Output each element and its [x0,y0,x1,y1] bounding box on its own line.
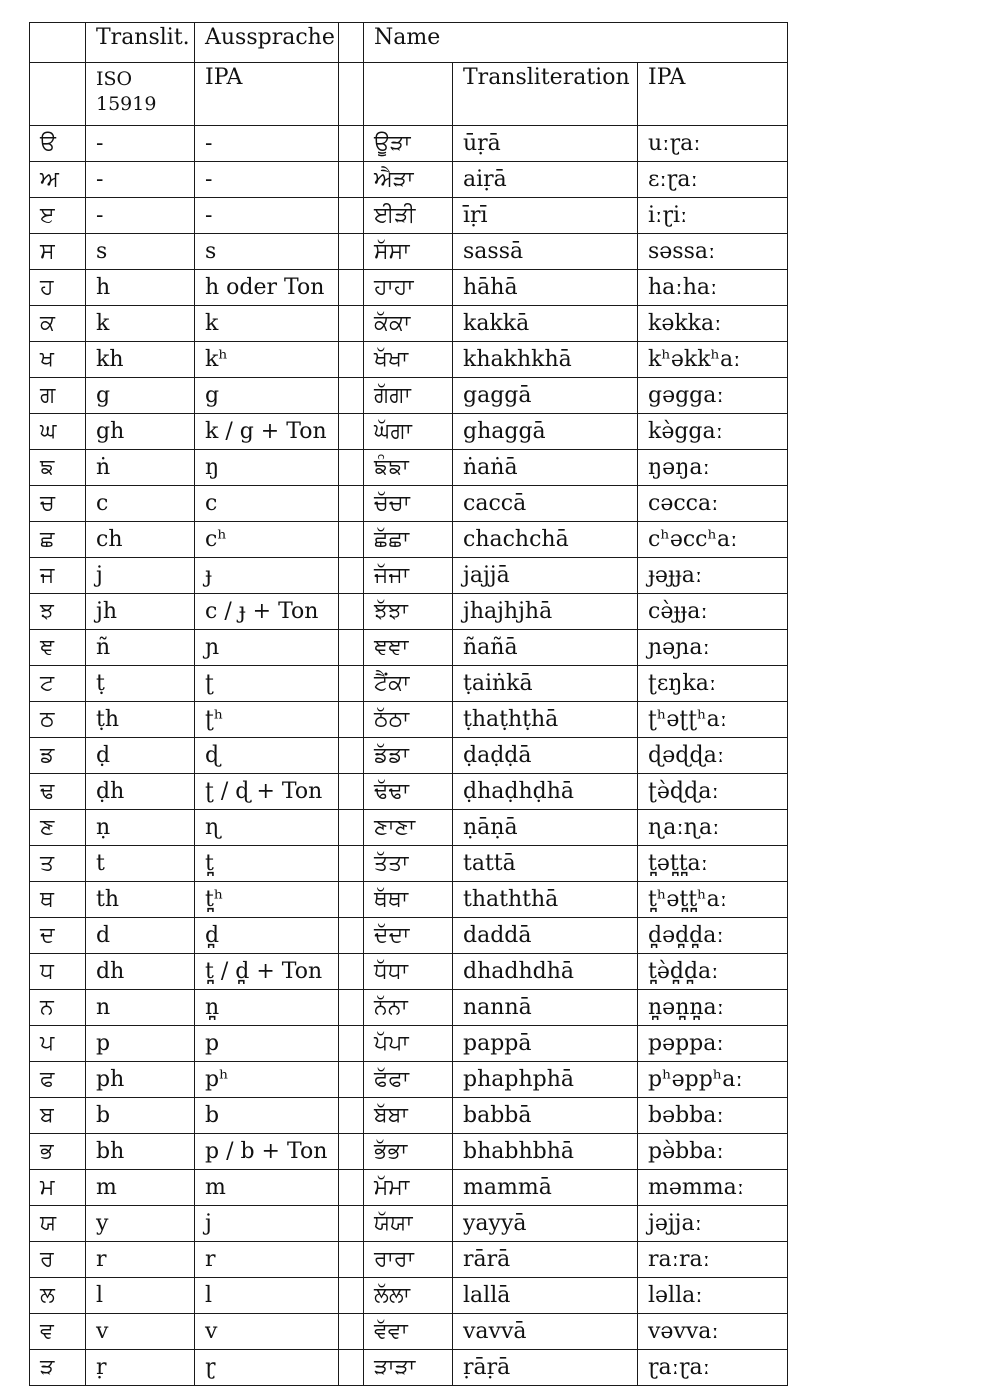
ipa-cell: r [195,1242,339,1278]
table-row [30,1206,788,1242]
header-row-2 [30,63,788,126]
name-ipa-cell: iːɽiː [638,198,788,234]
name-translit-cell: jhajhjhā [453,594,638,630]
translit-cell: ḍ [86,738,195,774]
translit-cell: l [86,1278,195,1314]
ipa-cell: - [195,162,339,198]
ipa-cell: - [195,198,339,234]
ipa-cell: ɖ [195,738,339,774]
name-ipa-cell: uːɽaː [638,126,788,162]
table-row [30,1062,788,1098]
letter-cell: ਭ [30,1134,86,1170]
name-translit-cell: daddā [453,918,638,954]
ipa-cell: b [195,1098,339,1134]
gap-cell [339,594,364,630]
gap-cell [339,162,364,198]
name-ipa-cell: d̪əd̪d̪aː [638,918,788,954]
gap-cell [339,126,364,162]
gap-cell [339,1314,364,1350]
table-row [30,306,788,342]
table-row [30,378,788,414]
translit-cell: jh [86,594,195,630]
translit-cell: gh [86,414,195,450]
ipa-cell: ɳ [195,810,339,846]
name-gurmukhi-cell: ਞਞਾ [364,630,453,666]
gap-cell [339,234,364,270]
name-translit-cell: phaphphā [453,1062,638,1098]
letter-cell: ਦ [30,918,86,954]
gap-cell [339,342,364,378]
name-gurmukhi-cell: ਤੱਤਾ [364,846,453,882]
gap-cell [339,1278,364,1314]
translit-cell: - [86,162,195,198]
translit-cell: - [86,126,195,162]
header-blank-gap [339,23,364,63]
name-gurmukhi-cell: ਢੱਢਾ [364,774,453,810]
gap-cell [339,1206,364,1242]
subheader-ipa: IPA [195,63,339,126]
name-gurmukhi-cell: ਰਾਰਾ [364,1242,453,1278]
letter-cell: ਧ [30,954,86,990]
name-translit-cell: chachchā [453,522,638,558]
gap-cell [339,954,364,990]
ipa-cell: t̪ / d̪ + Ton [195,954,339,990]
letter-cell: ਖ [30,342,86,378]
letter-cell: ਸ [30,234,86,270]
ipa-cell: ʈʰ [195,702,339,738]
name-translit-cell: sassā [453,234,638,270]
table-row [30,810,788,846]
table-row [30,162,788,198]
ipa-cell: l [195,1278,339,1314]
translit-cell: dh [86,954,195,990]
name-gurmukhi-cell: ਦੱਦਾ [364,918,453,954]
letter-cell: ਗ [30,378,86,414]
name-ipa-cell: cʰəccʰaː [638,522,788,558]
letter-cell: ਮ [30,1170,86,1206]
name-ipa-cell: vəvvaː [638,1314,788,1350]
name-gurmukhi-cell: ਕੱਕਾ [364,306,453,342]
letter-cell: ਘ [30,414,86,450]
translit-cell: c [86,486,195,522]
ipa-cell: k / g + Ton [195,414,339,450]
table-row [30,342,788,378]
table-row [30,1134,788,1170]
name-translit-cell: īṛī [453,198,638,234]
name-ipa-cell: ɳaːɳaː [638,810,788,846]
header-row-1 [30,23,788,63]
letter-cell: ਞ [30,630,86,666]
gurmukhi-alphabet-table [29,22,788,1386]
translit-cell: v [86,1314,195,1350]
name-translit-cell: tattā [453,846,638,882]
name-translit-cell: ghaggā [453,414,638,450]
name-translit-cell: ūṛā [453,126,638,162]
name-translit-cell: lallā [453,1278,638,1314]
name-translit-cell: caccā [453,486,638,522]
name-gurmukhi-cell: ਐੜਾ [364,162,453,198]
gap-cell [339,1134,364,1170]
name-gurmukhi-cell: ਗੱਗਾ [364,378,453,414]
ipa-cell: g [195,378,339,414]
header-name: Name [364,23,788,63]
translit-cell: ṭ [86,666,195,702]
translit-cell: ṛ [86,1350,195,1386]
name-translit-cell: jajjā [453,558,638,594]
name-gurmukhi-cell: ਈੜੀ [364,198,453,234]
ipa-cell: m [195,1170,339,1206]
name-translit-cell: yayyā [453,1206,638,1242]
name-translit-cell: ṇāṇā [453,810,638,846]
name-translit-cell: ṭaiṅkā [453,666,638,702]
name-ipa-cell: n̪ən̪n̪aː [638,990,788,1026]
name-translit-cell: pappā [453,1026,638,1062]
gap-cell [339,378,364,414]
subheader-blank-gap [339,63,364,126]
name-gurmukhi-cell: ਜੱਜਾ [364,558,453,594]
translit-cell: s [86,234,195,270]
translit-cell: p [86,1026,195,1062]
table-row [30,954,788,990]
name-ipa-cell: ɖəɖɖaː [638,738,788,774]
letter-cell: ਬ [30,1098,86,1134]
table-row [30,1170,788,1206]
name-ipa-cell: ʈɛŋkaː [638,666,788,702]
letter-cell: ਛ [30,522,86,558]
name-ipa-cell: ləllaː [638,1278,788,1314]
translit-cell: d [86,918,195,954]
letter-cell: ਝ [30,594,86,630]
name-gurmukhi-cell: ਝੱਝਾ [364,594,453,630]
translit-cell: ch [86,522,195,558]
letter-cell: ਙ [30,450,86,486]
translit-cell: bh [86,1134,195,1170]
name-translit-cell: ṛāṛā [453,1350,638,1386]
name-translit-cell: aiṛā [453,162,638,198]
name-ipa-cell: ʈə̀ɖɖaː [638,774,788,810]
name-translit-cell: rārā [453,1242,638,1278]
subheader-name-ipa: IPA [638,63,788,126]
table-row [30,198,788,234]
translit-cell: ḍh [86,774,195,810]
gap-cell [339,1242,364,1278]
table-row [30,1350,788,1386]
name-gurmukhi-cell: ਫੱਫਾ [364,1062,453,1098]
name-translit-cell: kakkā [453,306,638,342]
letter-cell: ੜ [30,1350,86,1386]
name-gurmukhi-cell: ਧੱਧਾ [364,954,453,990]
name-ipa-cell: ŋəŋaː [638,450,788,486]
table-row [30,774,788,810]
ipa-cell: ʈ / ɖ + Ton [195,774,339,810]
letter-cell: ੲ [30,198,86,234]
ipa-cell: c / ɟ + Ton [195,594,339,630]
name-ipa-cell: t̪ət̪t̪aː [638,846,788,882]
ipa-cell: n̪ [195,990,339,1026]
name-translit-cell: ḍaḍḍā [453,738,638,774]
table-row [30,1314,788,1350]
name-translit-cell: hāhā [453,270,638,306]
table-row [30,414,788,450]
gap-cell [339,918,364,954]
letter-cell: ਠ [30,702,86,738]
table-row [30,558,788,594]
name-ipa-cell: kəkkaː [638,306,788,342]
gap-cell [339,666,364,702]
ipa-cell: v [195,1314,339,1350]
letter-cell: ਟ [30,666,86,702]
name-ipa-cell: kʰəkkʰaː [638,342,788,378]
translit-cell: ph [86,1062,195,1098]
translit-cell: th [86,882,195,918]
letter-cell: ਫ [30,1062,86,1098]
name-gurmukhi-cell: ਚੱਚਾ [364,486,453,522]
translit-cell: t [86,846,195,882]
name-translit-cell: dhadhdhā [453,954,638,990]
gap-cell [339,702,364,738]
translit-cell: ñ [86,630,195,666]
ipa-cell: p [195,1026,339,1062]
gap-cell [339,522,364,558]
gap-cell [339,486,364,522]
subheader-iso [86,63,195,126]
name-gurmukhi-cell: ਘੱਗਾ [364,414,453,450]
name-ipa-cell: ɽaːɽaː [638,1350,788,1386]
letter-cell: ਡ [30,738,86,774]
name-translit-cell: bhabhbhā [453,1134,638,1170]
table-row [30,1026,788,1062]
name-gurmukhi-cell: ਯੱਯਾ [364,1206,453,1242]
header-blank-letter [30,23,86,63]
ipa-cell: s [195,234,339,270]
name-translit-cell: khakhkhā [453,342,638,378]
letter-cell: ਰ [30,1242,86,1278]
gap-cell [339,774,364,810]
name-gurmukhi-cell: ਖੱਖਾ [364,342,453,378]
table-row [30,990,788,1026]
name-gurmukhi-cell: ਲੱਲਾ [364,1278,453,1314]
ipa-cell: ɲ [195,630,339,666]
name-ipa-cell: raːraː [638,1242,788,1278]
gap-cell [339,1098,364,1134]
name-gurmukhi-cell: ਪੱਪਾ [364,1026,453,1062]
letter-cell: ਲ [30,1278,86,1314]
table-row [30,702,788,738]
name-ipa-cell: t̪ə̀d̪d̪aː [638,954,788,990]
gap-cell [339,882,364,918]
name-ipa-cell: kə̀ggaː [638,414,788,450]
ipa-cell: h oder Ton [195,270,339,306]
name-ipa-cell: ɟəɟɟaː [638,558,788,594]
gap-cell [339,414,364,450]
ipa-cell: p / b + Ton [195,1134,339,1170]
letter-cell: ਵ [30,1314,86,1350]
name-translit-cell: ḍhaḍhḍhā [453,774,638,810]
name-gurmukhi-cell: ਡੱਡਾ [364,738,453,774]
name-ipa-cell: gəggaː [638,378,788,414]
translit-cell: m [86,1170,195,1206]
table-row [30,450,788,486]
name-translit-cell: vavvā [453,1314,638,1350]
subheader-iso-line1: ISO [96,68,133,90]
document-page [29,22,788,1386]
subheader-name-transliteration: Transliteration [453,63,638,126]
name-gurmukhi-cell: ਬੱਬਾ [364,1098,453,1134]
translit-cell: ṅ [86,450,195,486]
name-gurmukhi-cell: ਛੱਛਾ [364,522,453,558]
ipa-cell: cʰ [195,522,339,558]
letter-cell: ਥ [30,882,86,918]
name-ipa-cell: ɲəɲaː [638,630,788,666]
gap-cell [339,450,364,486]
name-gurmukhi-cell: ਥੱਥਾ [364,882,453,918]
name-translit-cell: nannā [453,990,638,1026]
name-ipa-cell: pʰəppʰaː [638,1062,788,1098]
gap-cell [339,198,364,234]
gap-cell [339,630,364,666]
translit-cell: r [86,1242,195,1278]
gap-cell [339,1026,364,1062]
letter-cell: ਪ [30,1026,86,1062]
table-row [30,234,788,270]
translit-cell: - [86,198,195,234]
table-row [30,630,788,666]
letter-cell: ਣ [30,810,86,846]
ipa-cell: ŋ [195,450,339,486]
table-row [30,486,788,522]
name-gurmukhi-cell: ਣਾਣਾ [364,810,453,846]
gap-cell [339,306,364,342]
letter-cell: ਯ [30,1206,86,1242]
letter-cell: ਤ [30,846,86,882]
gap-cell [339,558,364,594]
name-ipa-cell: məmmaː [638,1170,788,1206]
ipa-cell: d̪ [195,918,339,954]
gap-cell [339,846,364,882]
translit-cell: ṇ [86,810,195,846]
name-gurmukhi-cell: ਟੈਂਕਾ [364,666,453,702]
ipa-cell: c [195,486,339,522]
name-ipa-cell: ɛːɽaː [638,162,788,198]
name-ipa-cell: pəppaː [638,1026,788,1062]
name-gurmukhi-cell: ਊੜਾ [364,126,453,162]
table-row [30,738,788,774]
gap-cell [339,1170,364,1206]
name-ipa-cell: t̪ʰət̪t̪ʰaː [638,882,788,918]
translit-cell: ṭh [86,702,195,738]
header-translit: Translit. [86,23,195,63]
name-translit-cell: thaththā [453,882,638,918]
letter-cell: ੳ [30,126,86,162]
name-gurmukhi-cell: ੜਾੜਾ [364,1350,453,1386]
letter-cell: ਨ [30,990,86,1026]
gap-cell [339,1062,364,1098]
name-translit-cell: babbā [453,1098,638,1134]
letter-cell: ਕ [30,306,86,342]
letter-cell: ਹ [30,270,86,306]
ipa-cell: kʰ [195,342,339,378]
table-row [30,1098,788,1134]
ipa-cell: t̪ʰ [195,882,339,918]
table-row [30,918,788,954]
ipa-cell: j [195,1206,339,1242]
name-ipa-cell: jəjjaː [638,1206,788,1242]
gap-cell [339,738,364,774]
ipa-cell: ɽ [195,1350,339,1386]
name-gurmukhi-cell: ਭੱਭਾ [364,1134,453,1170]
name-ipa-cell: səssaː [638,234,788,270]
name-ipa-cell: cəccaː [638,486,788,522]
ipa-cell: k [195,306,339,342]
subheader-blank-name [364,63,453,126]
table-row [30,1278,788,1314]
gap-cell [339,990,364,1026]
name-gurmukhi-cell: ਸੱਸਾ [364,234,453,270]
name-ipa-cell: ʈʰəʈʈʰaː [638,702,788,738]
translit-cell: kh [86,342,195,378]
translit-cell: h [86,270,195,306]
subheader-iso-line2: 15919 [96,92,157,115]
name-translit-cell: ṭhaṭhṭhā [453,702,638,738]
name-gurmukhi-cell: ਵੱਵਾ [364,1314,453,1350]
ipa-cell: - [195,126,339,162]
translit-cell: g [86,378,195,414]
gap-cell [339,270,364,306]
table-row [30,594,788,630]
name-gurmukhi-cell: ਮੱਮਾ [364,1170,453,1206]
gap-cell [339,1350,364,1386]
name-ipa-cell: bəbbaː [638,1098,788,1134]
name-gurmukhi-cell: ਠੱਠਾ [364,702,453,738]
translit-cell: k [86,306,195,342]
translit-cell: b [86,1098,195,1134]
header-aussprache: Aussprache [195,23,339,63]
name-ipa-cell: pə̀bbaː [638,1134,788,1170]
ipa-cell: pʰ [195,1062,339,1098]
name-gurmukhi-cell: ਙੰਙਾ [364,450,453,486]
name-translit-cell: gaggā [453,378,638,414]
letter-cell: ਚ [30,486,86,522]
table-row [30,882,788,918]
name-gurmukhi-cell: ਹਾਹਾ [364,270,453,306]
table-row [30,1242,788,1278]
name-gurmukhi-cell: ਨੱਨਾ [364,990,453,1026]
ipa-cell: ʈ [195,666,339,702]
table-row [30,126,788,162]
translit-cell: y [86,1206,195,1242]
name-translit-cell: ṅaṅā [453,450,638,486]
gap-cell [339,810,364,846]
letter-cell: ਅ [30,162,86,198]
letter-cell: ਢ [30,774,86,810]
translit-cell: n [86,990,195,1026]
name-translit-cell: ñañā [453,630,638,666]
table-row [30,522,788,558]
name-ipa-cell: cə̀ɟɟaː [638,594,788,630]
name-ipa-cell: haːhaː [638,270,788,306]
table-row [30,846,788,882]
table-row [30,270,788,306]
ipa-cell: t̪ [195,846,339,882]
subheader-blank-letter [30,63,86,126]
name-translit-cell: mammā [453,1170,638,1206]
table-row [30,666,788,702]
translit-cell: j [86,558,195,594]
letter-cell: ਜ [30,558,86,594]
ipa-cell: ɟ [195,558,339,594]
